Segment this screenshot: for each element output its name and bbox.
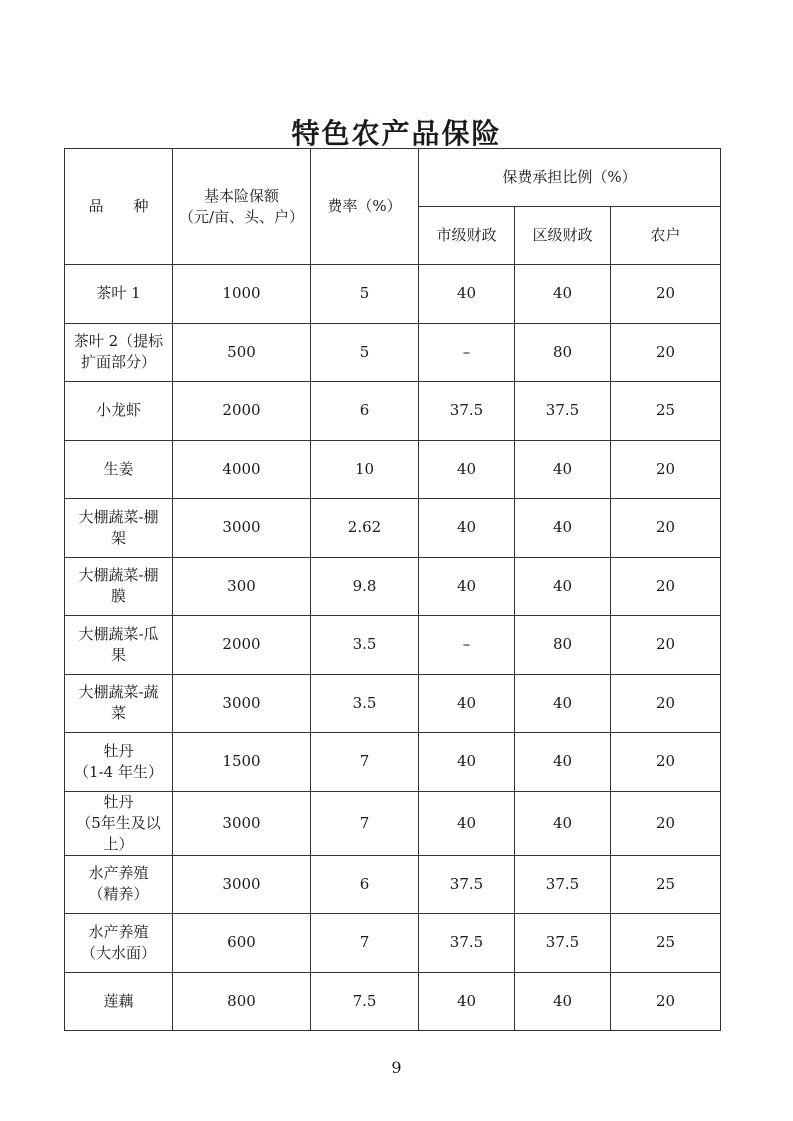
table-row [65, 791, 721, 855]
city-share-cell: 40 [419, 499, 515, 558]
coverage-cell: 800 [173, 972, 311, 1031]
header-variety-line: 品 种 [88, 197, 149, 215]
coverage-cell: 3000 [173, 855, 311, 914]
variety-line: 牡丹 [103, 741, 134, 760]
variety-line: 水产养殖 [88, 922, 149, 941]
farmer-share-cell: 20 [611, 440, 721, 499]
city-share-cell: 40 [419, 674, 515, 733]
table-row [65, 674, 721, 733]
variety-cell [65, 733, 173, 792]
district-share-cell: 37.5 [515, 914, 611, 973]
variety-cell [65, 499, 173, 558]
city-share-cell: – [419, 616, 515, 675]
variety-line: 水产养殖 [88, 864, 149, 883]
city-share-cell: 40 [419, 557, 515, 616]
coverage-cell: 600 [173, 914, 311, 973]
table-row [65, 557, 721, 616]
variety-line: 茶叶 2（提标 [73, 332, 164, 351]
variety-line: 大棚蔬菜-瓜 [78, 624, 159, 643]
table-row [65, 499, 721, 558]
coverage-cell: 500 [173, 323, 311, 382]
coverage-cell: 1000 [173, 265, 311, 324]
coverage-cell: 4000 [173, 440, 311, 499]
rate-cell: 2.62 [311, 499, 419, 558]
coverage-cell: 2000 [173, 382, 311, 441]
farmer-share-cell: 20 [611, 557, 721, 616]
header-farmer: 农户 [611, 207, 721, 265]
variety-line: 小龙虾 [95, 401, 141, 420]
district-share-cell: 80 [515, 616, 611, 675]
header-row-1 [65, 149, 721, 207]
variety-line: 架 [110, 528, 126, 547]
page-title: 特色农产品保险 [291, 117, 502, 150]
district-share-cell: 80 [515, 323, 611, 382]
rate-cell: 10 [311, 440, 419, 499]
district-share-cell: 40 [515, 972, 611, 1031]
city-share-cell: 37.5 [419, 382, 515, 441]
rate-cell: 7 [311, 914, 419, 973]
insurance-table [64, 148, 721, 1031]
variety-line: 扩面部分） [80, 353, 156, 372]
city-share-cell: 37.5 [419, 914, 515, 973]
rate-cell: 6 [311, 855, 419, 914]
coverage-cell: 3000 [173, 791, 311, 855]
variety-line: 膜 [110, 587, 126, 606]
variety-line: （5年生及以 [76, 813, 161, 832]
variety-line: （1-4 年生） [74, 762, 163, 781]
farmer-share-cell: 25 [611, 914, 721, 973]
variety-cell [65, 382, 173, 441]
variety-cell [65, 557, 173, 616]
table-row [65, 972, 721, 1031]
farmer-share-cell: 20 [611, 323, 721, 382]
variety-cell [65, 440, 173, 499]
page-number: 9 [391, 1058, 402, 1077]
farmer-share-cell: 20 [611, 791, 721, 855]
farmer-share-cell: 20 [611, 733, 721, 792]
variety-line: 茶叶 1 [96, 284, 141, 303]
city-share-cell: 40 [419, 265, 515, 324]
variety-line: 生姜 [103, 459, 134, 478]
farmer-share-cell: 25 [611, 382, 721, 441]
table-row [65, 733, 721, 792]
farmer-share-cell: 20 [611, 972, 721, 1031]
farmer-share-cell: 20 [611, 499, 721, 558]
variety-cell [65, 674, 173, 733]
header-district: 区级财政 [515, 207, 611, 265]
variety-line: 果 [110, 645, 126, 664]
header-coverage-line: （元/亩、头、户） [178, 207, 305, 226]
district-share-cell: 40 [515, 440, 611, 499]
variety-line: 大棚蔬菜-蔬 [78, 683, 159, 702]
rate-cell: 9.8 [311, 557, 419, 616]
city-share-cell: 40 [419, 972, 515, 1031]
rate-cell: 7.5 [311, 972, 419, 1031]
district-share-cell: 40 [515, 733, 611, 792]
variety-line: 莲藕 [103, 991, 134, 1010]
header-share-group: 保费承担比例（%） [419, 149, 721, 207]
table-row [65, 914, 721, 973]
variety-cell [65, 791, 173, 855]
coverage-cell: 2000 [173, 616, 311, 675]
city-share-cell: – [419, 323, 515, 382]
rate-cell: 5 [311, 323, 419, 382]
variety-cell [65, 265, 173, 324]
farmer-share-cell: 20 [611, 265, 721, 324]
table-row [65, 616, 721, 675]
city-share-cell: 37.5 [419, 855, 515, 914]
city-share-cell: 40 [419, 440, 515, 499]
variety-cell [65, 323, 173, 382]
variety-line: （大水面） [80, 943, 156, 962]
table-row [65, 382, 721, 441]
coverage-cell: 1500 [173, 733, 311, 792]
variety-line: 上） [103, 834, 134, 853]
farmer-share-cell: 20 [611, 674, 721, 733]
header-rate: 费率（%） [311, 149, 419, 265]
coverage-cell: 300 [173, 557, 311, 616]
district-share-cell: 40 [515, 674, 611, 733]
rate-cell: 7 [311, 733, 419, 792]
table-row [65, 440, 721, 499]
rate-cell: 7 [311, 791, 419, 855]
header-coverage [173, 149, 311, 265]
variety-line: （精养） [88, 885, 149, 904]
coverage-cell: 3000 [173, 499, 311, 558]
city-share-cell: 40 [419, 791, 515, 855]
table-row [65, 855, 721, 914]
variety-cell [65, 855, 173, 914]
variety-line: 大棚蔬菜-棚 [78, 507, 159, 526]
rate-cell: 3.5 [311, 674, 419, 733]
district-share-cell: 37.5 [515, 855, 611, 914]
table-row [65, 323, 721, 382]
variety-cell [65, 616, 173, 675]
header-city: 市级财政 [419, 207, 515, 265]
city-share-cell: 40 [419, 733, 515, 792]
rate-cell: 3.5 [311, 616, 419, 675]
rate-cell: 6 [311, 382, 419, 441]
header-coverage-line: 基本险保额 [203, 186, 279, 205]
farmer-share-cell: 25 [611, 855, 721, 914]
variety-line: 菜 [110, 704, 126, 723]
district-share-cell: 40 [515, 791, 611, 855]
variety-cell [65, 972, 173, 1031]
coverage-cell: 3000 [173, 674, 311, 733]
district-share-cell: 40 [515, 499, 611, 558]
variety-line: 牡丹 [103, 792, 134, 811]
district-share-cell: 40 [515, 265, 611, 324]
district-share-cell: 37.5 [515, 382, 611, 441]
variety-line: 大棚蔬菜-棚 [78, 566, 159, 585]
rate-cell: 5 [311, 265, 419, 324]
variety-cell [65, 914, 173, 973]
table-row [65, 265, 721, 324]
district-share-cell: 40 [515, 557, 611, 616]
header-variety [65, 149, 173, 265]
farmer-share-cell: 20 [611, 616, 721, 675]
